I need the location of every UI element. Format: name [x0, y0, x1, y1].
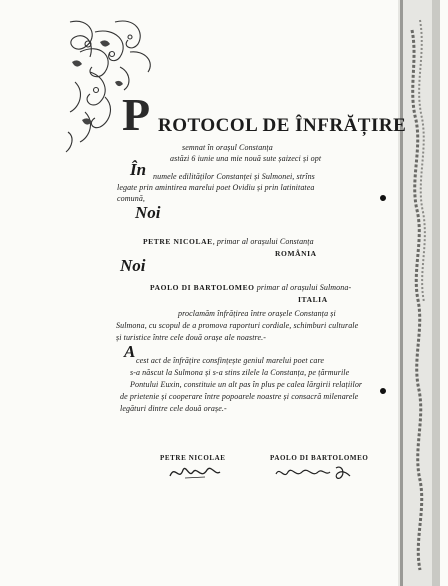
- party2-name: PAOLO DI BARTOLOMEO: [150, 283, 255, 292]
- party1-country: ROMÂNIA: [275, 249, 317, 258]
- para3-initial: A: [124, 342, 136, 361]
- signing-date-line: astăzi 6 iunie una mie nouă sute șaizeci și opt: [170, 154, 322, 163]
- proclaim-line: Sulmona, cu scopul de a promova raporturi cordiale, schimburi culturale: [116, 321, 359, 330]
- para1-line: legate prin amintirea marelui poet Ovidiu și prin latinitatea: [117, 183, 315, 192]
- punch-hole: [380, 388, 386, 394]
- proclaim-line: și turistice între cele două orașe ale noastre.-: [116, 333, 266, 342]
- signature-label-1: PETRE NICOLAE: [160, 454, 226, 462]
- para1-line: numele edilităților Constanței și Sulmonei, strîns: [153, 172, 315, 181]
- para3-line: de prietenie și cooperare între popoarele noastre și consacră milenarele: [120, 392, 359, 401]
- para3-line: Pontului Euxin, constituie un alt pas în plus pe calea lărgirii relațiilor: [130, 380, 363, 389]
- document-title: ROTOCOL DE ÎNFRĂȚIRE: [158, 115, 407, 136]
- signing-place-line: semnat în orașul Constanța: [182, 143, 273, 152]
- signature-2: [272, 460, 352, 484]
- noi-heading: Noi: [120, 256, 146, 275]
- signature-1: [165, 460, 225, 484]
- proclaim-line: proclamăm înfrățirea între orașele Constanța și: [178, 309, 336, 318]
- party1-role: , primar al orașului Constanța: [212, 237, 314, 246]
- binding-edge: [398, 0, 440, 586]
- para1-initial: În: [130, 160, 147, 179]
- party1-name: PETRE NICOLAE: [143, 237, 213, 246]
- punch-hole: [380, 195, 386, 201]
- para1-line: comună,: [117, 194, 146, 203]
- signature-label-2: PAOLO DI BARTOLOMEO: [270, 454, 369, 462]
- title-initial: P: [122, 89, 148, 140]
- para3-line: cest act de înfrățire consfințește geniul marelui poet care: [136, 356, 325, 365]
- noi-heading: Noi: [135, 203, 161, 222]
- party2-role: primar al orașului Sulmona-: [254, 283, 352, 292]
- para3-line: legături dintre cele două orașe.-: [120, 404, 227, 413]
- party2-country: ITALIA: [298, 295, 328, 304]
- para3-line: s-a născut la Sulmona și s-a stins zilele la Constanța, pe țărmurile: [130, 368, 350, 377]
